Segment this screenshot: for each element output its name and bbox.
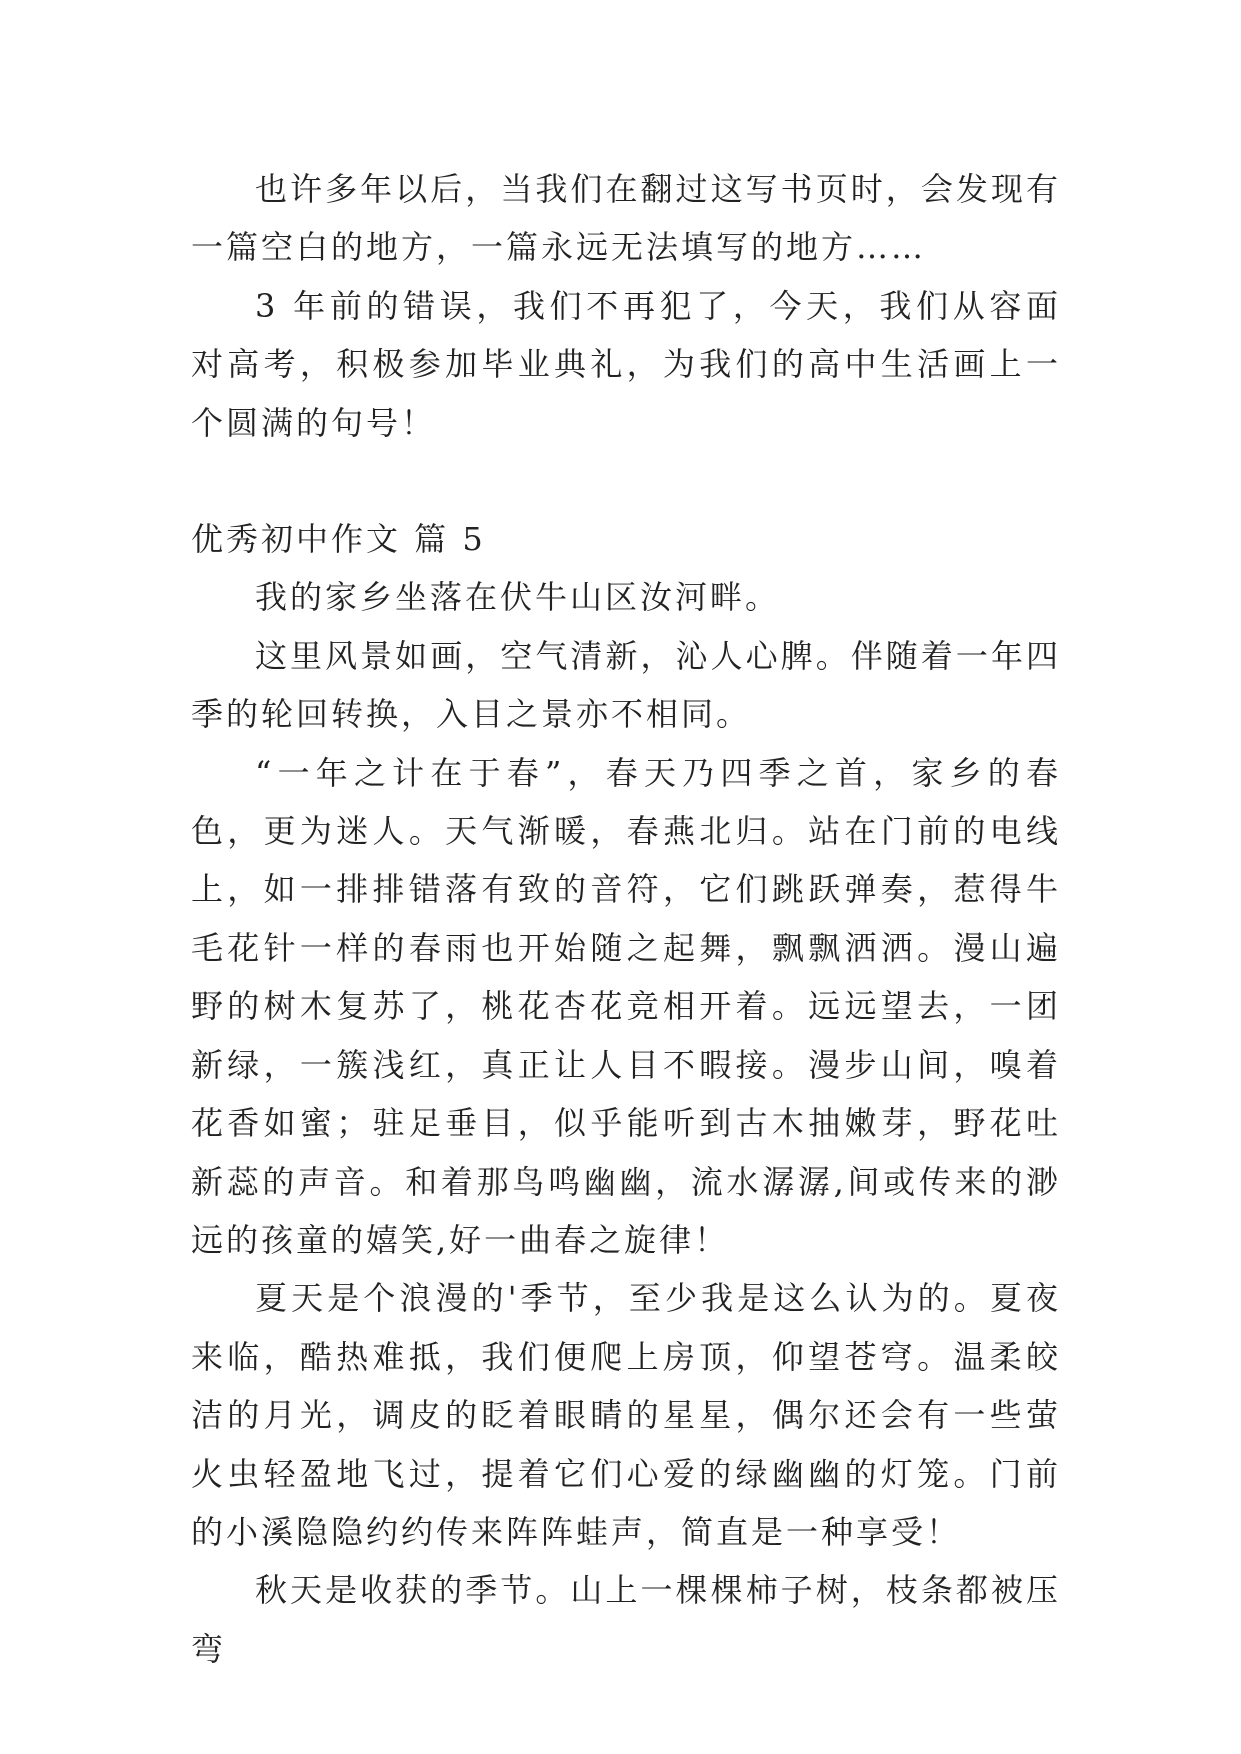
paragraph: 也许多年以后，当我们在翻过这写书页时，会发现有一篇空白的地方，一篇永远无法填写的地方…… [191,170,1061,267]
paragraph: 我的家乡坐落在伏牛山区汝河畔。 [255,578,781,617]
section-spacer [191,452,1061,510]
paragraph: 秋天是收获的季节。山上一棵棵柿子树，枝条都被压弯 [191,1571,1061,1668]
paragraph: 夏天是个浪漫的'季节，至少我是这么认为的。夏夜来临，酷热难抵，我们便爬上房顶，仰望苍穹。温柔皎洁的月光，调皮的眨着眼睛的星星，偶尔还会有一些萤火虫轻盈地飞过，提着它们心爱的绿幽幽的灯笼。门前的小溪隐隐约约传来阵阵蛙声，简直是一种享受！ [191,1279,1061,1551]
section-heading: 优秀初中作文 篇 5 [191,520,486,559]
essay-text [191,160,1061,1678]
paragraph: “一年之计在于春”，春天乃四季之首，家乡的春色，更为迷人。天气渐暖，春燕北归。站在门前的电线上，如一排排错落有致的音符，它们跳跃弹奏，惹得牛毛花针一样的春雨也开始随之起舞，飘飘洒洒。漫山遍野的树木复苏了，桃花杏花竞相开着。远远望去，一团新绿，一簇浅红，真正让人目不暇接。漫步山间，嗅着花香如蜜；驻足垂目，似乎能听到古木抽嫩芽，野花吐新蕊的声音。和着那鸟鸣幽幽，流水潺潺,间或传来的渺远的孩童的嬉笑,好一曲春之旋律！ [191,753,1061,1259]
paragraph: 3 年前的错误，我们不再犯了，今天，我们从容面对高考，积极参加毕业典礼，为我们的高中生活画上一个圆满的句号！ [191,286,1061,442]
paragraph: 这里风景如画，空气清新，沁人心脾。伴随着一年四季的轮回转换，入目之景亦不相同。 [191,636,1061,734]
